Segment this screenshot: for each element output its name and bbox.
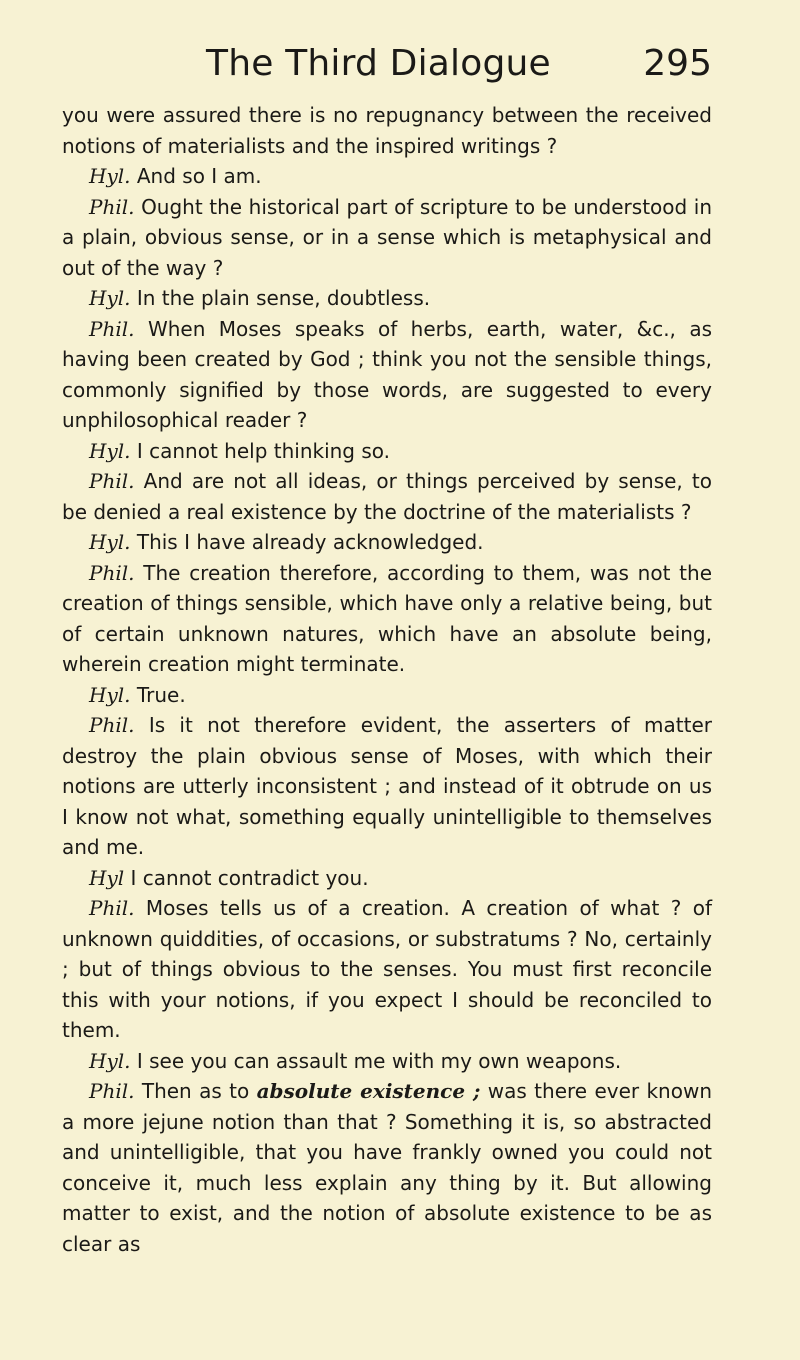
speech-text: When Moses speaks of herbs, earth, water, &c., as having been created by God ; think you not the sensible things, commonly signified by those words, are suggested to every unphilosophical reader ?: [62, 316, 713, 432]
dialogue-turn: [62, 1046, 712, 1077]
dialogue-turn: [62, 527, 712, 558]
dialogue-turn: [62, 1076, 712, 1259]
dialogue-turn: [62, 436, 712, 467]
running-header: [62, 42, 712, 100]
paragraph-text: you were assured there is no repugnancy between the received notions of materialists and the inspired writings ?: [62, 103, 712, 158]
speaker-label: Hyl.: [89, 286, 131, 310]
dialogue-turn: [62, 466, 712, 527]
speech-text: This I have already acknowledged.: [136, 530, 484, 554]
speech-text: I see you can assault me with my own weapons.: [136, 1048, 622, 1073]
speaker-label: Phil.: [89, 1079, 135, 1103]
speech-text: True.: [136, 682, 186, 707]
speaker-label: Phil.: [89, 316, 135, 341]
speech-text: Moses tells us of a creation. A creation of what ? of unknown quiddities, of occasions, or substratums ? No, certainly ; but of things obvious to the senses. You must first reconcile this with your notions, if you expect I should be reconciled to them.: [62, 896, 712, 1042]
dialogue-text: [62, 100, 712, 1259]
speaker-label: Phil.: [89, 560, 135, 585]
speaker-label: Phil.: [89, 713, 135, 737]
speech-text: I cannot help thinking so.: [136, 438, 391, 463]
speech-text: And are not all ideas, or things perceived by sense, to be denied a real existence by the doctrine of the materialists ?: [62, 469, 713, 524]
dialogue-turn: [62, 863, 712, 894]
speaker-label: Hyl.: [89, 530, 131, 554]
dialogue-turn: [62, 314, 712, 436]
speech-text-after: was there ever known a more jejune notion than that ? Something it is, so abstracted and unintelligible, that you have frankly owned you could not conceive it, much less explain any thing by it. But allowing matter to exist, and the notion of absolute existence to be as clear as: [62, 1079, 713, 1256]
dialogue-turn: [62, 161, 712, 192]
speaker-label: Phil.: [89, 469, 135, 493]
speaker-label: Hyl: [89, 865, 125, 890]
dialogue-turn: [62, 680, 712, 711]
book-page: [62, 42, 712, 1259]
speech-text: Ought the historical part of scripture to be understood in a plain, obvious sense, or in a sense which is metaphysical and out of the way ?: [62, 194, 712, 280]
chapter-title: The Third Dialogue: [206, 43, 551, 84]
speaker-label: Hyl.: [89, 682, 131, 707]
speech-text: And so I am.: [136, 164, 262, 188]
dialogue-turn: [62, 710, 712, 863]
speech-text: Is it not therefore evident, the asserters of matter destroy the plain obvious sense of Moses, with which their notions are utterly inconsistent ; and instead of it obtrude on us I know not what, something equally unintelligible to themselves and me.: [62, 713, 713, 859]
speaker-label: Hyl.: [89, 1048, 131, 1073]
speaker-label: Hyl.: [89, 164, 131, 188]
speech-text: In the plain sense, doubtless.: [136, 286, 431, 310]
dialogue-turn: [62, 893, 712, 1046]
page-number: 295: [643, 43, 712, 84]
speaker-label: Phil.: [89, 896, 135, 920]
speech-text-before: Then as to: [141, 1079, 250, 1103]
speaker-label: Phil.: [89, 194, 135, 219]
speech-text: The creation therefore, according to them, was not the creation of things sensible, which have only a relative being, but of certain unknown natures, which have an absolute being, wherein creation might terminate.: [62, 560, 713, 676]
dialogue-turn: [62, 558, 712, 680]
dialogue-turn: [62, 192, 712, 284]
emphasized-phrase: absolute existence ;: [256, 1079, 481, 1103]
speaker-label: Hyl.: [89, 438, 131, 463]
speech-text: I cannot contradict you.: [130, 865, 369, 890]
paragraph-continuation: [62, 100, 712, 161]
dialogue-turn: [62, 283, 712, 314]
